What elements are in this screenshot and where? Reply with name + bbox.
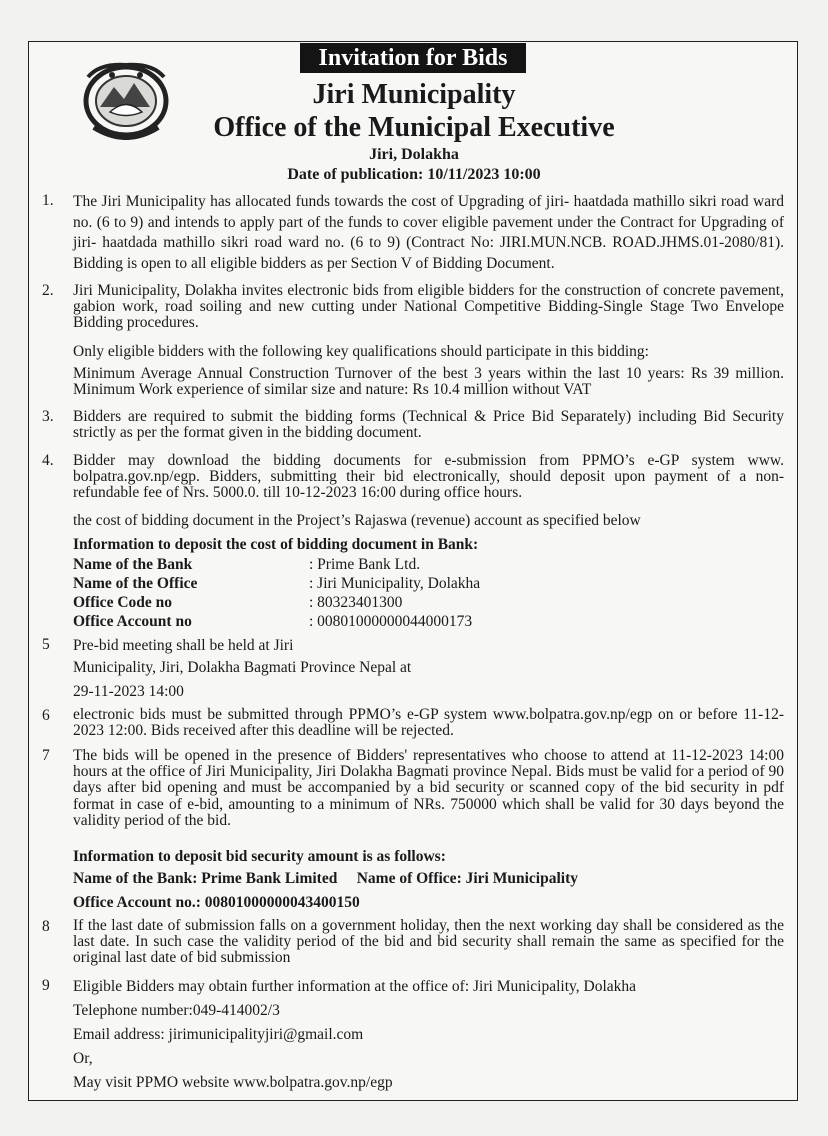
bank-row-value: : Prime Bank Ltd. (309, 556, 421, 573)
item-5-line-3: 29-11-2023 14:00 (73, 683, 184, 700)
item-number-4: 4. (42, 452, 54, 469)
telephone-line: Telephone number:049-414002/3 (73, 1002, 280, 1019)
bank-row-key: Name of the Bank (73, 556, 193, 573)
or-line: Or, (73, 1050, 93, 1067)
item-number-6: 6 (42, 707, 50, 724)
bank-row-key: Name of the Office (73, 575, 198, 592)
item-9-line-1: Eligible Bidders may obtain further information at the office of: Jiri Municipality, Dolakha (73, 978, 637, 995)
item-5-line-2: Municipality, Jiri, Dolakha Bagmati Province Nepal at (73, 659, 412, 676)
item-6-text: electronic bids must be submitted through PPMO’s e-GP system www.bolpatra.gov.np/egp on or before 11-12-2023 12:00. Bids received after this deadline will be rejected. (73, 706, 784, 740)
bank-row-value: : Jiri Municipality, Dolakha (309, 575, 481, 592)
email-line: Email address: jirimunicipalityjiri@gmail.com (73, 1026, 364, 1043)
bid-security-bank: Name of the Bank: Prime Bank Limited Name of Office: Jiri Municipality (73, 870, 578, 887)
bid-security-heading: Information to deposit bid security amount is as follows: (73, 848, 446, 865)
location-line: Jiri, Dolakha (369, 146, 459, 163)
bank-row-value: : 00801000000044000173 (309, 613, 473, 630)
office-title: Office of the Municipal Executive (213, 112, 615, 143)
bank-row (73, 593, 402, 612)
item-2-qualifications-intro: Only eligible bidders with the following key qualifications should participate in this bidding: (73, 343, 649, 360)
item-number-9: 9 (42, 977, 50, 994)
bank-row (73, 612, 472, 631)
item-4-text: Bidder may download the bidding documents for e-submission from PPMO’s e-GP system www. bolpatra.gov.np/egp. Bidders, submitting their bid electronically, should deposit upon payment of a non-refundable fee of Nrs. 5000.0. till 10-12-2023 16:00 during office hours. (73, 452, 784, 502)
publication-date: Date of publication: 10/11/2023 10:00 (287, 166, 541, 183)
item-number-5: 5 (42, 636, 50, 653)
bank-row-key: Office Code no (73, 594, 173, 611)
bid-security-account: Office Account no.: 00801000000043400150 (73, 894, 360, 911)
item-number-1: 1. (42, 192, 54, 209)
item-1-text: The Jiri Municipality has allocated funds towards the cost of Upgrading of jiri- haatdada mathillo sikri road ward no. (6 to 9) and intends to apply part of the funds to cover eligible pavement under the Contract for Upgrading of jiri- haatdada mathillo sikri road ward no. (6 to 9) (Contract No: JIRI.MUN.NCB. ROAD.JHMS.01-2080/81). Bidding is open to all eligible bidders as per Section V of Bidding Document. (73, 193, 784, 273)
item-7-text: The bids will be opened in the presence of Bidders' representatives who choose to attend at 11-12-2023 14:00 hours at the office of Jiri Municipality, Jiri Dolakha Bagmati province Nepal. Bids must be valid for a period of 90 days after bid opening and must be accompanied by a bid security or scanned copy of the bid security in pdf format in case of e-bid, amounting to a minimum of NRs. 750000 which shall be valid for 30 days beyond the validity period of the bid. (73, 747, 784, 829)
ppmo-website-line: May visit PPMO website www.bolpatra.gov.np/egp (73, 1074, 393, 1091)
item-4-account-note: the cost of bidding document in the Project’s Rajaswa (revenue) account as specified below (73, 512, 641, 529)
notice-banner: Invitation for Bids (300, 43, 526, 73)
item-2-qualifications: Minimum Average Annual Construction Turnover of the best 3 years within the last 10 years: Rs 39 million. Minimum Work experience of similar size and nature: Rs 10.4 million without VAT (73, 365, 784, 399)
bank-row-key: Office Account no (73, 613, 192, 630)
item-3-text: Bidders are required to submit the bidding forms (Technical & Price Bid Separately) including Bid Security strictly as per the format given in the bidding document. (73, 408, 784, 442)
bank-row-value: : 80323401300 (309, 594, 403, 611)
item-2-text: Jiri Municipality, Dolakha invites electronic bids from eligible bidders for the construction of concrete pavement, gabion work, road soiling and new cutting under National Competitive Bidding-Single Stage Two Envelope Bidding procedures. (73, 282, 784, 332)
municipality-title: Jiri Municipality (312, 79, 516, 110)
item-number-7: 7 (42, 747, 50, 764)
item-number-2: 2. (42, 282, 54, 299)
item-number-8: 8 (42, 918, 50, 935)
item-8-text: If the last date of submission falls on a government holiday, then the next working day shall be considered as the last date. In such case the validity period of the bid and bid security shall remain the same as specified for the original last date of bid submission (73, 917, 784, 967)
item-number-3: 3. (42, 408, 54, 425)
item-5-line-1: Pre-bid meeting shall be held at Jiri (73, 637, 294, 654)
bank-row (73, 555, 420, 574)
bank-row (73, 574, 480, 593)
bank-info-heading: Information to deposit the cost of bidding document in Bank: (73, 536, 479, 553)
